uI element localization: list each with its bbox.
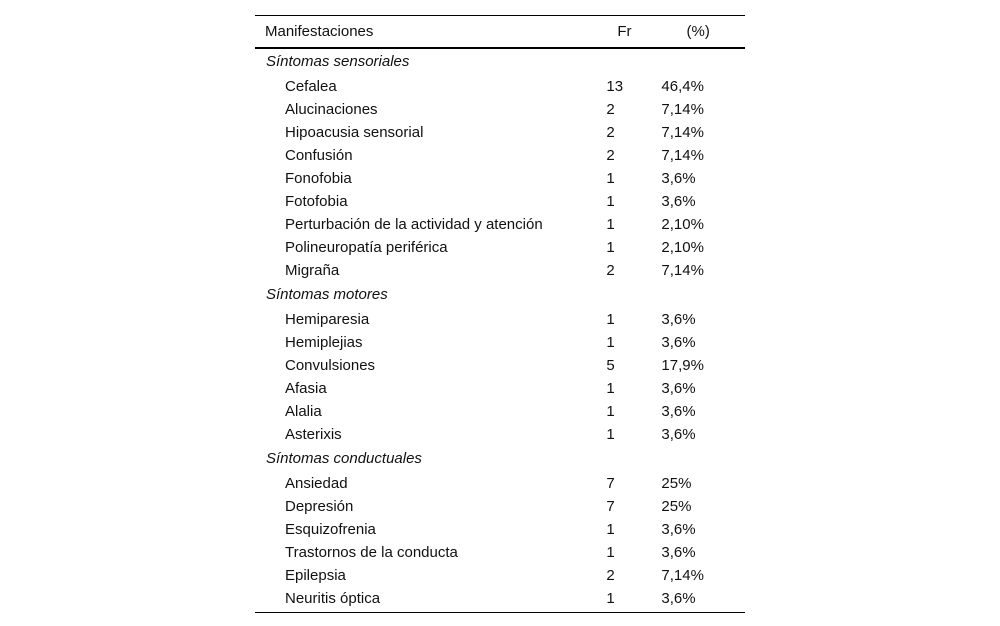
percent-cell: 3,6%	[661, 521, 696, 538]
table-row	[255, 541, 745, 564]
percent-cell: 7,14%	[661, 101, 704, 118]
frequency-cell: 2	[606, 147, 615, 164]
manifestation-cell: Depresión	[285, 498, 354, 515]
frequency-cell: 1	[606, 590, 615, 607]
percent-cell: 3,6%	[661, 311, 696, 328]
section-title: Síntomas conductuales	[266, 450, 422, 467]
section-row	[255, 446, 745, 472]
frequency-cell: 1	[606, 403, 615, 420]
frequency-cell: 5	[606, 357, 615, 374]
percent-cell: 17,9%	[661, 357, 704, 374]
frequency-cell: 1	[606, 521, 615, 538]
manifestation-cell: Cefalea	[285, 78, 337, 95]
table-row	[255, 377, 745, 400]
manifestation-cell: Hipoacusia sensorial	[285, 124, 424, 141]
percent-cell: 7,14%	[661, 147, 704, 164]
percent-cell: 3,6%	[661, 334, 696, 351]
frequency-cell: 7	[606, 498, 615, 515]
percent-cell: 7,14%	[661, 262, 704, 279]
table-row	[255, 354, 745, 377]
manifestation-cell: Polineuropatía periférica	[285, 239, 448, 256]
frequency-cell: 1	[606, 380, 615, 397]
manifestations-table-container	[255, 15, 745, 613]
table-row	[255, 144, 745, 167]
frequency-cell: 1	[606, 334, 615, 351]
frequency-cell: 2	[606, 567, 615, 584]
frequency-cell: 1	[606, 239, 615, 256]
frequency-cell: 2	[606, 262, 615, 279]
table-bottom-rule	[255, 613, 745, 614]
percent-cell: 3,6%	[661, 544, 696, 561]
frequency-cell: 2	[606, 101, 615, 118]
percent-cell: 2,10%	[661, 239, 704, 256]
manifestation-cell: Alalia	[285, 403, 322, 420]
frequency-cell: 1	[606, 544, 615, 561]
header-manifestations: Manifestaciones	[255, 16, 597, 49]
table-header-row	[255, 16, 745, 49]
table-row	[255, 259, 745, 282]
manifestation-cell: Convulsiones	[285, 357, 376, 374]
percent-cell: 3,6%	[661, 426, 696, 443]
manifestation-cell: Hemiplejias	[285, 334, 363, 351]
manifestation-cell: Esquizofrenia	[285, 521, 376, 538]
header-percent: (%)	[651, 16, 745, 49]
table-body	[255, 48, 745, 613]
section-row	[255, 282, 745, 308]
table-row	[255, 190, 745, 213]
table-row	[255, 423, 745, 446]
frequency-cell: 1	[606, 170, 615, 187]
table-row	[255, 75, 745, 98]
percent-cell: 3,6%	[661, 380, 696, 397]
percent-cell: 7,14%	[661, 567, 704, 584]
table-row	[255, 308, 745, 331]
manifestation-cell: Fonofobia	[285, 170, 352, 187]
table-row	[255, 564, 745, 587]
percent-cell: 25%	[661, 475, 692, 492]
frequency-cell: 13	[606, 78, 624, 95]
manifestation-cell: Fotofobia	[285, 193, 348, 210]
manifestation-cell: Epilepsia	[285, 567, 346, 584]
percent-cell: 46,4%	[661, 78, 704, 95]
frequency-cell: 1	[606, 426, 615, 443]
section-title: Síntomas motores	[266, 286, 388, 303]
percent-cell: 7,14%	[661, 124, 704, 141]
manifestation-cell: Confusión	[285, 147, 353, 164]
frequency-cell: 1	[606, 311, 615, 328]
table-row	[255, 236, 745, 259]
table-row	[255, 167, 745, 190]
table-row	[255, 400, 745, 423]
manifestations-table	[255, 15, 745, 613]
percent-cell: 3,6%	[661, 590, 696, 607]
percent-cell: 3,6%	[661, 193, 696, 210]
table-row	[255, 587, 745, 613]
percent-cell: 3,6%	[661, 170, 696, 187]
manifestation-cell: Hemiparesia	[285, 311, 370, 328]
manifestation-cell: Neuritis óptica	[285, 590, 381, 607]
manifestation-cell: Migraña	[285, 262, 340, 279]
manifestation-cell: Afasia	[285, 380, 327, 397]
manifestation-cell: Ansiedad	[285, 475, 348, 492]
table-row	[255, 98, 745, 121]
section-title: Síntomas sensoriales	[266, 53, 410, 70]
frequency-cell: 7	[606, 475, 615, 492]
table-row	[255, 121, 745, 144]
table-row	[255, 331, 745, 354]
percent-cell: 2,10%	[661, 216, 704, 233]
manifestation-cell: Trastornos de la conducta	[285, 544, 458, 561]
table-row	[255, 472, 745, 495]
frequency-cell: 2	[606, 124, 615, 141]
section-row	[255, 48, 745, 75]
frequency-cell: 1	[606, 216, 615, 233]
manifestation-cell: Alucinaciones	[285, 101, 378, 118]
table-row	[255, 518, 745, 541]
manifestation-cell: Asterixis	[285, 426, 342, 443]
percent-cell: 3,6%	[661, 403, 696, 420]
frequency-cell: 1	[606, 193, 615, 210]
header-frequency: Fr	[597, 16, 651, 49]
table-row	[255, 495, 745, 518]
table-row	[255, 213, 745, 236]
manifestation-cell: Perturbación de la actividad y atención	[285, 216, 543, 233]
percent-cell: 25%	[661, 498, 692, 515]
